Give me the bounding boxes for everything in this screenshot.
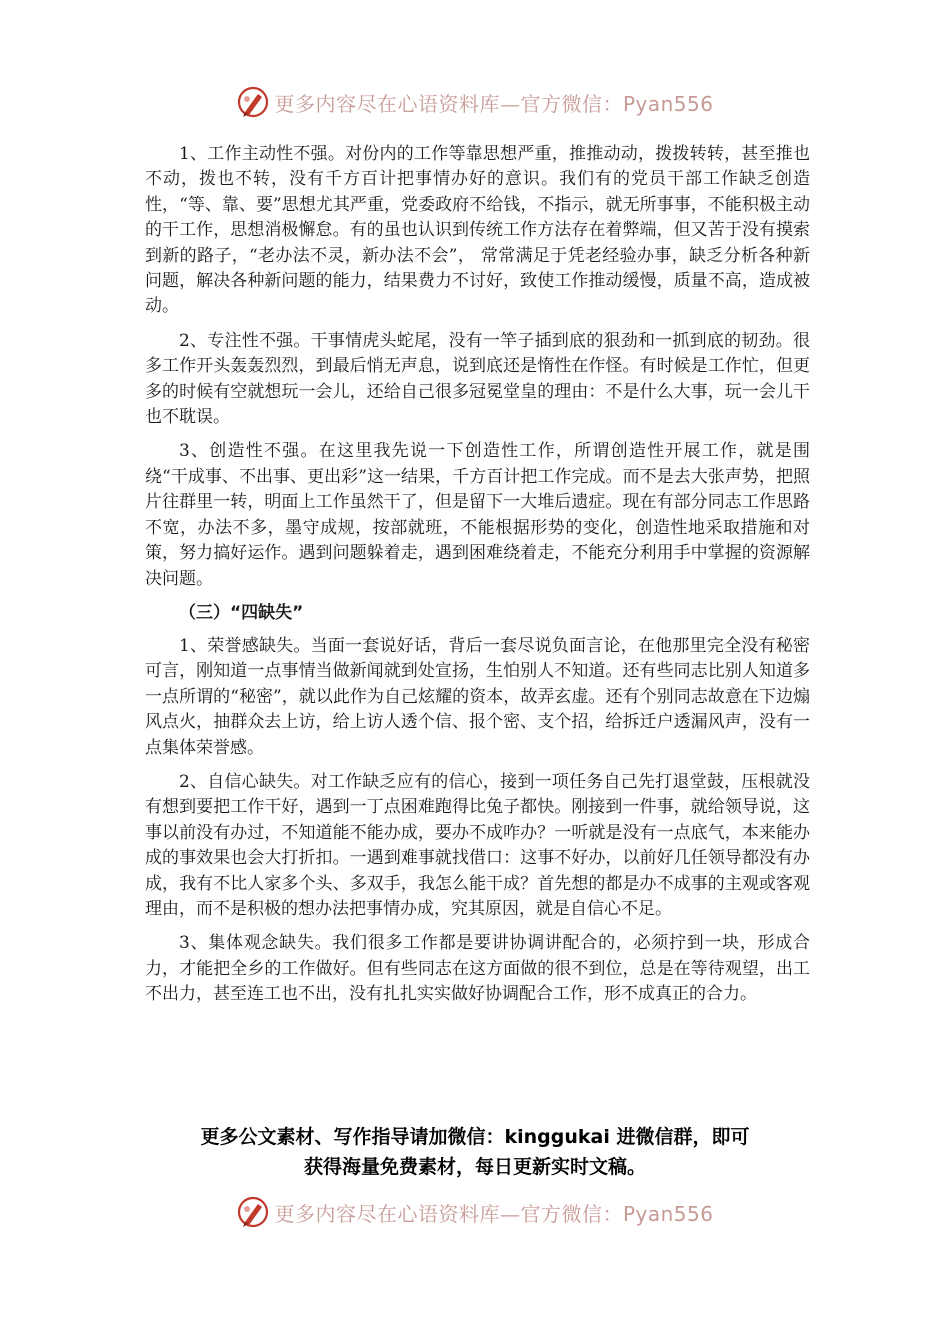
paragraph-confidence: 2、自信心缺失。对工作缺乏应有的信心，接到一项任务自己先打退堂鼓，压根就没有想到要把工作干好，遇到一丁点困难跑得比兔子都快。刚接到一件事，就给领导说，这事以前没有办过，不知道能不能办成，要办不成咋办？一听就是没有一点底气，本来能办成的事效果也会大打折扣。一遇到难事就找借口：这事不好办，以前好几任领导都没有办成，我有不比人家多个头、多双手，我怎么能干成？首先想的都是办不成事的主观或客观理由，而不是积极的想办法把事情办成，究其原因，就是自信心不足。 bbox=[145, 771, 810, 919]
footer-banner-text bbox=[274, 1198, 713, 1227]
document-body bbox=[145, 142, 810, 1017]
paragraph-creativity: 3、创造性不强。在这里我先说一下创造性工作，所谓创造性开展工作，就是围绕“干成事、不出事、更出彩”这一结果，千方百计把工作完成。而不是去大张声势，把照片往群里一转，明面上工作虽然干了，但是留下一大堆后遗症。现在有部分同志工作思路不宽，办法不多，墨守成规，按部就班，不能根据形势的变化，创造性地采取措施和对策，努力搞好运作。遇到问题躲着走，遇到困难绕着走，不能充分利用手中掌握的资源解决问题。 bbox=[145, 441, 810, 589]
promo-line-2: 获得海量免费素材，每日更新实时文稿。 bbox=[303, 1156, 646, 1178]
header-banner-text bbox=[274, 88, 713, 117]
header-banner bbox=[0, 84, 950, 120]
paragraph-focus: 2、专注性不强。干事情虎头蛇尾，没有一竿子插到底的狠劲和一抓到底的韧劲。很多工作开头轰轰烈烈，到最后悄无声息，说到底还是惰性在作怪。有时候是工作忙，但更多的时候有空就想玩一会儿，还给自己很多冠冕堂皇的理由：不是什么大事，玩一会儿干也不耽误。 bbox=[145, 330, 810, 428]
header-banner-title: 更多内容尽在心语资料库— bbox=[274, 91, 521, 116]
paragraph-collective: 3、集体观念缺失。我们很多工作都是要讲协调讲配合的，必须拧到一块，形成合力，才能把全乡的工作做好。但有些同志在这方面做的很不到位，总是在等待观望，出工不出力，甚至连工也不出，没有扎扎实实做好协调配合工作，形不成真正的合力。 bbox=[145, 933, 810, 1005]
footer-banner-wechat: 官方微信：Pyan556 bbox=[520, 1201, 714, 1226]
pen-logo-icon bbox=[236, 1195, 270, 1229]
header-banner-wechat: 官方微信：Pyan556 bbox=[520, 91, 714, 116]
pen-logo-icon bbox=[236, 85, 270, 119]
footer-banner bbox=[0, 1194, 950, 1230]
section-heading: （三）“四缺失” bbox=[179, 602, 304, 623]
paragraph-work-initiative: 1、工作主动性不强。对份内的工作等靠思想严重，推推动动，拨拨转转，甚至推也不动，拨也不转，没有千方百计把事情办好的意识。我们有的党员干部工作缺乏创造性，“等、靠、要”思想尤其严重，党委政府不给钱，不指示，就无所事事，不能积极主动的干工作，思想消极懈怠。有的虽也认识到传统工作方法存在着弊端，但又苦于没有摸索到新的路子，“老办法不灵，新办法不会”， 常常满足于凭老经验办事，缺乏分析各种新问题，解决各种新问题的能力，结果费力不讨好，致使工作推动缓慢，质量不高，造成被动。 bbox=[145, 144, 810, 317]
paragraph-honor: 1、荣誉感缺失。当面一套说好话，背后一套尽说负面言论，在他那里完全没有秘密可言，刚知道一点事情当做新闻就到处宣扬，生怕别人不知道。还有些同志比别人知道多一点所谓的“秘密”，就以此作为自己炫耀的资本，故弄玄虚。还有个别同志故意在下边煽风点火，抽群众去上访，给上访人透个信、报个密、支个招，给拆迁户透漏风声，没有一点集体荣誉感。 bbox=[145, 635, 810, 758]
promo-line-1: 更多公文素材、写作指导请加微信：kinggukai 进微信群，即可 bbox=[200, 1126, 750, 1148]
promo-text bbox=[120, 1122, 830, 1182]
footer-banner-title: 更多内容尽在心语资料库— bbox=[274, 1201, 521, 1226]
